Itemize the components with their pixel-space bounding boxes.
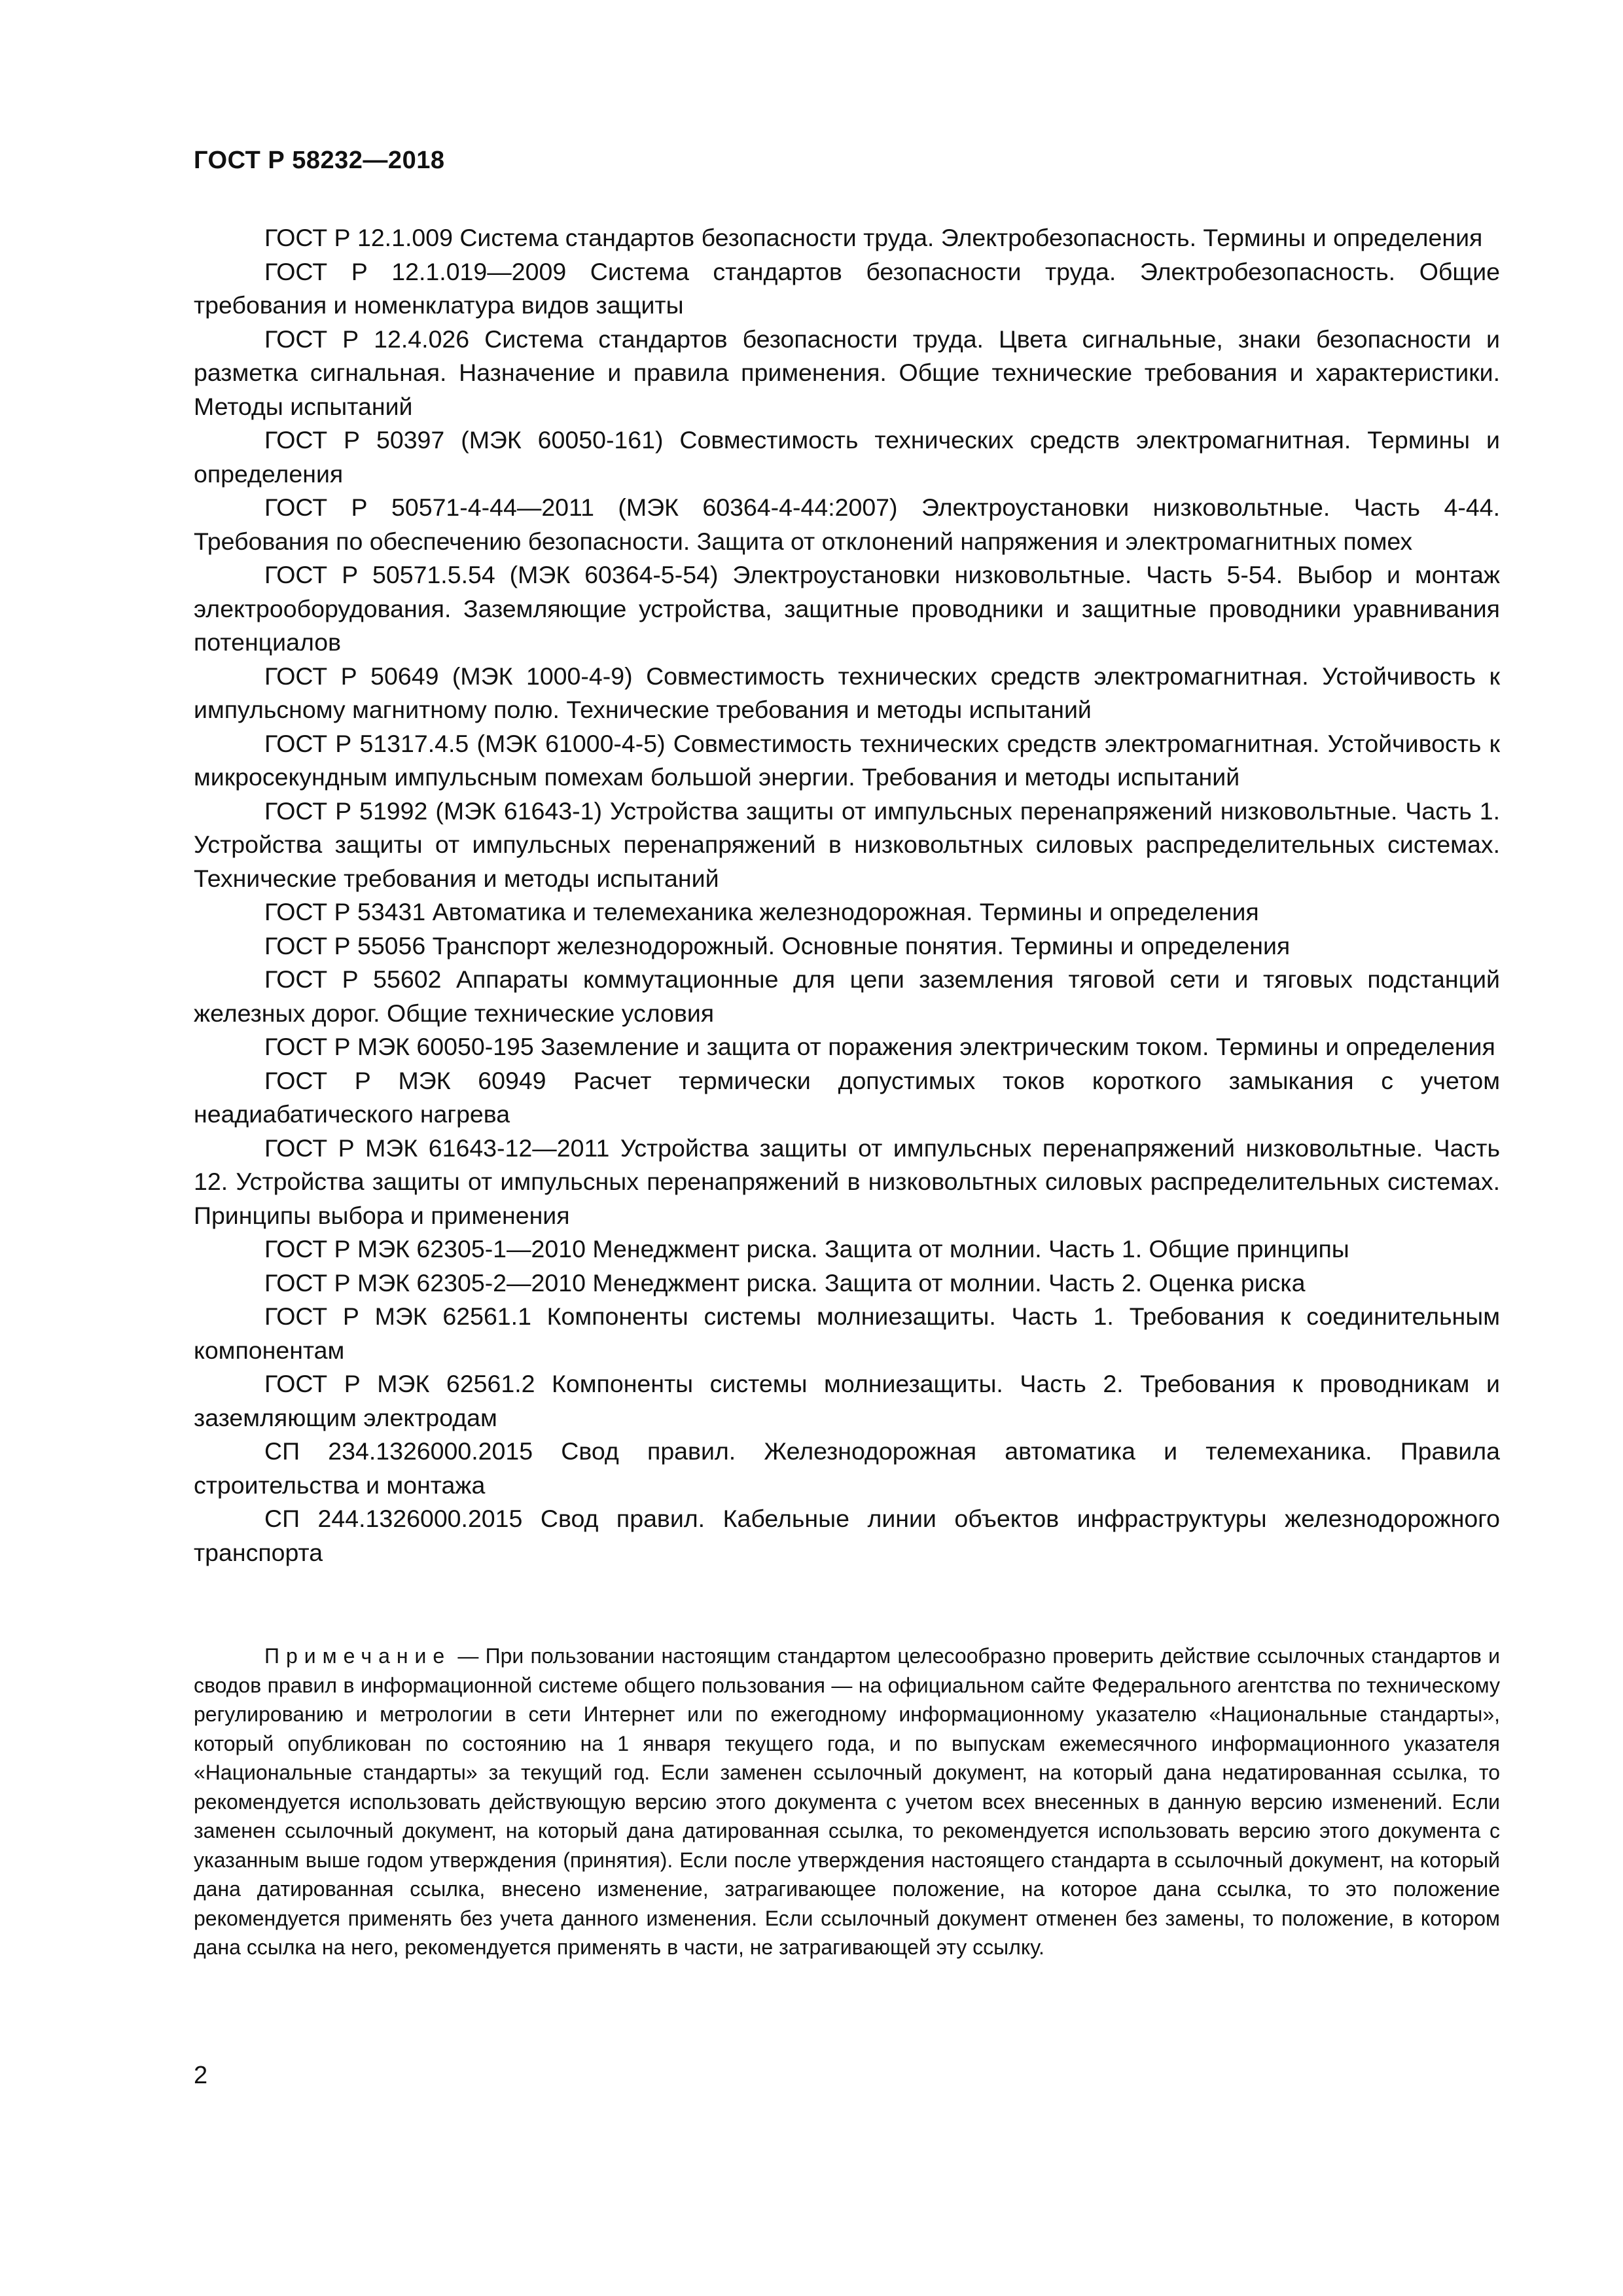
note-label: Примечание [264,1644,452,1668]
reference-item: ГОСТ Р 53431 Автоматика и телемеханика железнодорожная. Термины и определения [264,898,1259,925]
reference-item: ГОСТ Р 50397 (МЭК 60050-161) Совместимость технических средств электромагнитная. Термины и определения [194,426,1500,488]
reference-item: ГОСТ Р 50649 (МЭК 1000-4-9) Совместимость технических средств электромагнитная. Устойчивость к импульсному магнитному полю. Технические требования и методы испытаний [194,662,1500,723]
document-designation: ГОСТ Р 58232—2018 [194,147,445,174]
reference-item: СП 234.1326000.2015 Свод правил. Железнодорожная автоматика и телемеханика. Правила строительства и монтажа [194,1437,1500,1499]
page-number: 2 [194,2062,208,2089]
reference-item: ГОСТ Р МЭК 62561.1 Компоненты системы молниезащиты. Часть 1. Требования к соединительным компонентам [194,1302,1500,1364]
reference-item: ГОСТ Р МЭК 60050-195 Заземление и защита от поражения электрическим током. Термины и определения [264,1033,1495,1060]
reference-item: ГОСТ Р 12.4.026 Система стандартов безопасности труда. Цвета сигнальные, знаки безопасности и разметка сигнальная. Назначение и правила применения. Общие технические требования и характеристики. Методы испытаний [194,325,1500,420]
reference-item: СП 244.1326000.2015 Свод правил. Кабельные линии объектов инфраструктуры железнодорожного транспорта [194,1505,1500,1566]
reference-item: ГОСТ Р МЭК 62305-1—2010 Менеджмент риска. Защита от молнии. Часть 1. Общие принципы [264,1235,1349,1263]
reference-item: ГОСТ Р 12.1.009 Система стандартов безопасности труда. Электробезопасность. Термины и определения [264,224,1483,251]
reference-item: ГОСТ Р 55602 Аппараты коммутационные для цепи заземления тяговой сети и тяговых подстанций железных дорог. Общие технические условия [194,965,1500,1027]
note-paragraph [194,1641,1500,1962]
reference-item: ГОСТ Р 12.1.019—2009 Система стандартов безопасности труда. Электробезопасность. Общие требования и номенклатура видов защиты [194,257,1500,319]
reference-item: ГОСТ Р 50571-4-44—2011 (МЭК 60364-4-44:2007) Электроустановки низковольтные. Часть 4-44. Требования по обеспечению безопасности. Защита от отклонений напряжения и электромагнитных помех [194,493,1500,555]
reference-item: ГОСТ Р 55056 Транспорт железнодорожный. Основные понятия. Термины и определения [264,931,1291,960]
normative-references-list [194,221,1500,1570]
reference-item: ГОСТ Р МЭК 61643-12—2011 Устройства защиты от импульсных перенапряжений низковольтные. Часть 12. Устройства защиты от импульсных перенапряжений в низковольтных силовых распределительных системах. Принципы выбора и применения [194,1134,1500,1229]
reference-item: ГОСТ Р МЭК 62561.2 Компоненты системы молниезащиты. Часть 2. Требования к проводникам и заземляющим электродам [194,1370,1500,1431]
note-text: — При пользовании настоящим стандартом целесообразно проверить действие ссылочных стандартов и сводов правил в информационной системе общего пользования — на официальном сайте Федерального агентства по техническому регулированию и метрологии в сети Интернет или по ежегодному информационному указателю «Национальные стандарты», который опубликован по состоянию на 1 января текущего года, и по выпускам ежемесячного информационного указателя «Национальные стандарты» за текущий год. Если заменен ссылочный документ, на который дана недатированная ссылка, то рекомендуется использовать действующую версию этого документа с учетом всех внесенных в данную версию изменений. Если заменен ссылочный документ, на который дана датированная ссылка, то рекомендуется использовать версию этого документа с указанным выше годом утверждения (принятия). Если после утверждения настоящего стандарта в ссылочный документ, на который дана датированная ссылка, внесено изменение, затрагивающее положение, на которое дана ссылка, то это положение рекомендуется применять без учета данного изменения. Если ссылочный документ отменен без замены, то положение, в котором дана ссылка на него, рекомендуется применять в части, не затрагивающей эту ссылку. [194,1644,1500,1959]
reference-item: ГОСТ Р МЭК 60949 Расчет термически допустимых токов короткого замыкания с учетом неадиабатического нагрева [194,1066,1500,1128]
reference-item: ГОСТ Р МЭК 62305-2—2010 Менеджмент риска. Защита от молнии. Часть 2. Оценка риска [264,1268,1306,1297]
reference-item: ГОСТ Р 50571.5.54 (МЭК 60364-5-54) Электроустановки низковольтные. Часть 5-54. Выбор и монтаж электрооборудования. Заземляющие устройства, защитные проводники и защитные проводники уравнивания потенциалов [194,561,1500,656]
reference-item: ГОСТ Р 51317.4.5 (МЭК 61000-4-5) Совместимость технических средств электромагнитная. Устойчивость к микросекундным импульсным помехам большой энергии. Требования и методы испытаний [194,729,1500,791]
reference-item: ГОСТ Р 51992 (МЭК 61643-1) Устройства защиты от импульсных перенапряжений низковольтные. Часть 1. Устройства защиты от импульсных перенапряжений в низковольтных силовых распределительных системах. Технические требования и методы испытаний [194,797,1500,892]
